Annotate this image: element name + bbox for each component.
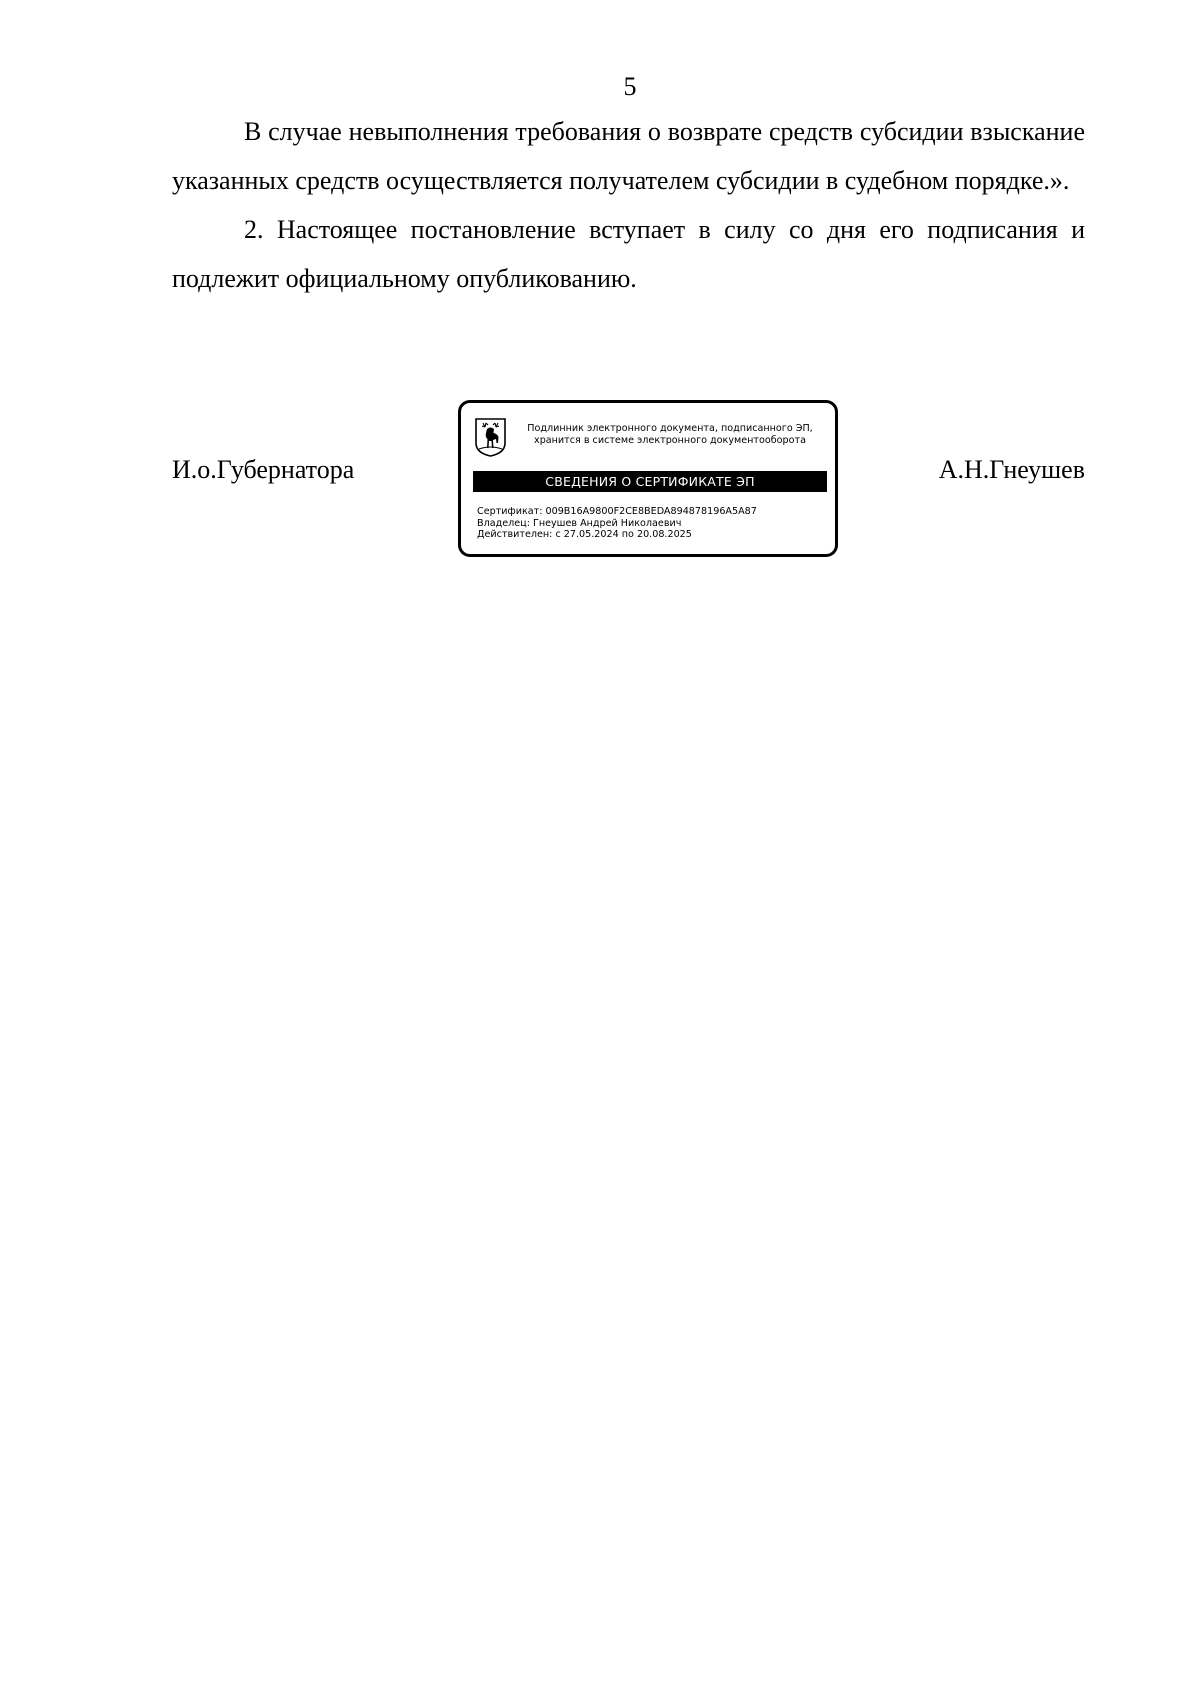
stamp-certificate-number: Сертификат: 009B16A9800F2CE8BEDA894878196A5A87 (477, 506, 757, 517)
page-number: 5 (623, 72, 637, 101)
stamp-original-notice (509, 423, 831, 447)
paragraph: 2. Настоящее постановление вступает в силу со дня его подписания и подлежит официальному опубликованию. (172, 215, 1085, 293)
stamp-certificate-owner: Владелец: Гнеушев Андрей Николаевич (477, 517, 682, 529)
electronic-signature-stamp (458, 400, 838, 557)
stamp-certificate-details (477, 506, 757, 541)
document-body (172, 107, 1085, 303)
stamp-certificate-validity: Действителен: с 27.05.2024 по 20.08.2025 (477, 529, 692, 540)
stamp-original-line: Подлинник электронного документа, подписанного ЭП, (527, 423, 813, 434)
signer-title: И.о.Губернатора (172, 455, 355, 484)
deer-emblem-icon (474, 417, 507, 457)
stamp-original-line: хранится в системе электронного документооборота (534, 435, 806, 446)
stamp-certificate-header: СВЕДЕНИЯ О СЕРТИФИКАТЕ ЭП (473, 471, 827, 492)
signer-name: А.Н.Гнеушев (938, 455, 1085, 484)
paragraph: В случае невыполнения требования о возврате средств субсидии взыскание указанных средств осуществляется получателем субсидии в судебном порядке.». (172, 117, 1085, 195)
